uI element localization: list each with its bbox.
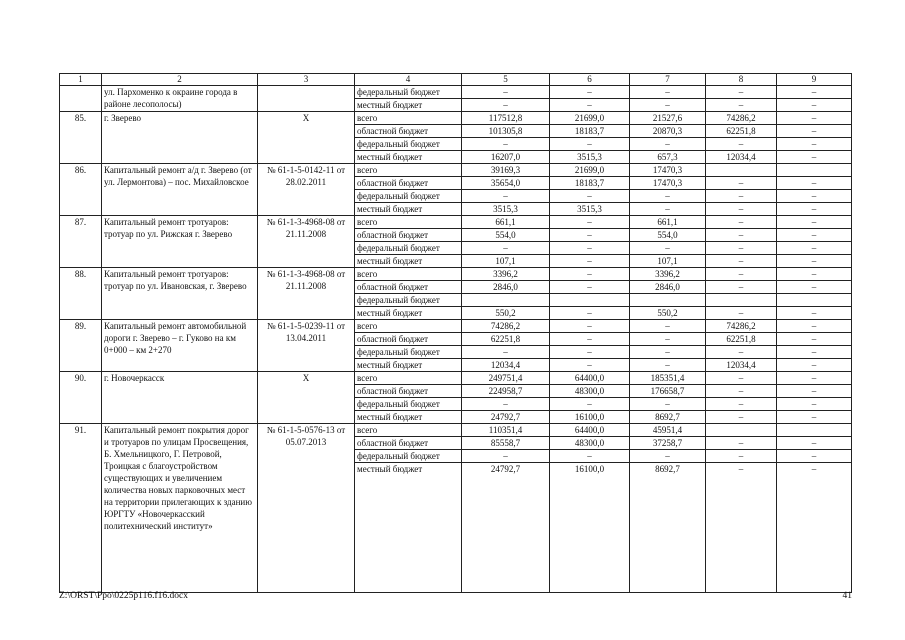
value-cell: –	[630, 203, 706, 216]
value-cell: 48300,0	[550, 437, 630, 450]
budget-type: федеральный бюджет	[355, 242, 462, 255]
header-cell-1: 1	[60, 74, 102, 86]
value-cell: 35654,0	[462, 177, 550, 190]
budget-type: федеральный бюджет	[355, 86, 462, 99]
budget-type: областной бюджет	[355, 437, 462, 450]
value-cell: –	[550, 229, 630, 242]
value-cell: –	[462, 398, 550, 411]
budget-type: местный бюджет	[355, 411, 462, 424]
value-cell: –	[462, 190, 550, 203]
table-row	[60, 86, 852, 99]
value-cell: –	[777, 281, 852, 294]
value-cell: –	[550, 333, 630, 346]
document-reference: № 61-1-3-4968-08 от 21.11.2008	[258, 216, 355, 268]
value-cell: 62251,8	[462, 333, 550, 346]
value-cell: –	[630, 359, 706, 372]
value-cell: –	[777, 216, 852, 229]
value-cell: 12034,4	[706, 359, 777, 372]
value-cell: –	[777, 411, 852, 424]
value-cell: 554,0	[462, 229, 550, 242]
budget-type: федеральный бюджет	[355, 190, 462, 203]
footer-file-path: Z:\ORST\Ppo\0225p116.f16.docx	[59, 591, 188, 601]
value-cell: 185351,4	[630, 372, 706, 385]
value-cell: –	[777, 203, 852, 216]
value-cell: –	[777, 463, 852, 593]
budget-type: федеральный бюджет	[355, 450, 462, 463]
budget-table	[59, 73, 852, 593]
value-cell	[462, 294, 550, 307]
value-cell: 18183,7	[550, 125, 630, 138]
value-cell: –	[550, 307, 630, 320]
value-cell: 17470,3	[630, 164, 706, 177]
value-cell: –	[462, 138, 550, 151]
value-cell: –	[777, 151, 852, 164]
value-cell: –	[706, 242, 777, 255]
value-cell: –	[777, 268, 852, 281]
value-cell: –	[777, 177, 852, 190]
value-cell	[777, 424, 852, 437]
value-cell: 64400,0	[550, 372, 630, 385]
value-cell: 550,2	[462, 307, 550, 320]
row-number: 91.	[60, 424, 102, 593]
value-cell: –	[630, 333, 706, 346]
value-cell: –	[630, 346, 706, 359]
value-cell: –	[706, 86, 777, 99]
value-cell: –	[706, 190, 777, 203]
value-cell: –	[777, 359, 852, 372]
value-cell: 37258,7	[630, 437, 706, 450]
budget-type: местный бюджет	[355, 203, 462, 216]
budget-type: всего	[355, 216, 462, 229]
budget-type: всего	[355, 372, 462, 385]
row-number: 89.	[60, 320, 102, 372]
value-cell	[706, 294, 777, 307]
header-row	[60, 74, 852, 86]
budget-type: областной бюджет	[355, 125, 462, 138]
budget-type: федеральный бюджет	[355, 138, 462, 151]
table-row	[60, 216, 852, 229]
value-cell: 39169,3	[462, 164, 550, 177]
value-cell: 24792,7	[462, 411, 550, 424]
value-cell: –	[777, 255, 852, 268]
value-cell: 16100,0	[550, 463, 630, 593]
document-reference: Х	[258, 112, 355, 164]
value-cell: –	[550, 320, 630, 333]
value-cell: 657,3	[630, 151, 706, 164]
value-cell: 64400,0	[550, 424, 630, 437]
header-cell-8: 8	[706, 74, 777, 86]
header-cell-7: 7	[630, 74, 706, 86]
budget-type: всего	[355, 112, 462, 125]
row-number: 90.	[60, 372, 102, 424]
value-cell: 3515,3	[550, 151, 630, 164]
value-cell: –	[630, 86, 706, 99]
row-number: 87.	[60, 216, 102, 268]
document-reference: № 61-1-5-0576-13 от 05.07.2013	[258, 424, 355, 593]
value-cell: 2846,0	[630, 281, 706, 294]
value-cell: 117512,8	[462, 112, 550, 125]
document-reference: № 61-1-5-0239-11 от 13.04.2011	[258, 320, 355, 372]
value-cell: –	[550, 346, 630, 359]
value-cell: 17470,3	[630, 177, 706, 190]
value-cell: –	[706, 398, 777, 411]
row-number: 86.	[60, 164, 102, 216]
value-cell: 101305,8	[462, 125, 550, 138]
value-cell: 16100,0	[550, 411, 630, 424]
value-cell: 3515,3	[550, 203, 630, 216]
budget-type: областной бюджет	[355, 385, 462, 398]
document-reference: № 61-1-3-4968-08 от 21.11.2008	[258, 268, 355, 320]
object-name: ул. Пархоменко к окраине города в районе лесополосы)	[102, 86, 258, 112]
object-name: Капитальный ремонт тротуаров: тротуар по ул. Ивановская, г. Зверево	[102, 268, 258, 320]
value-cell: –	[462, 346, 550, 359]
value-cell: –	[630, 242, 706, 255]
value-cell: –	[777, 437, 852, 450]
value-cell: –	[706, 372, 777, 385]
budget-type: федеральный бюджет	[355, 398, 462, 411]
budget-type: областной бюджет	[355, 333, 462, 346]
value-cell: –	[550, 190, 630, 203]
value-cell: –	[550, 242, 630, 255]
value-cell	[550, 294, 630, 307]
value-cell	[706, 424, 777, 437]
budget-type: федеральный бюджет	[355, 346, 462, 359]
value-cell: 74286,2	[462, 320, 550, 333]
value-cell: 62251,8	[706, 125, 777, 138]
value-cell: –	[777, 242, 852, 255]
value-cell: 107,1	[630, 255, 706, 268]
footer-page-number: 41	[842, 591, 852, 601]
value-cell: 12034,4	[706, 151, 777, 164]
value-cell	[777, 164, 852, 177]
value-cell: –	[550, 281, 630, 294]
budget-type: всего	[355, 268, 462, 281]
table-row	[60, 424, 852, 437]
value-cell: 12034,4	[462, 359, 550, 372]
value-cell: 554,0	[630, 229, 706, 242]
value-cell: –	[777, 333, 852, 346]
value-cell: –	[550, 398, 630, 411]
value-cell	[630, 294, 706, 307]
value-cell: 3515,3	[462, 203, 550, 216]
value-cell: 18183,7	[550, 177, 630, 190]
table-row	[60, 112, 852, 125]
value-cell: 224958,7	[462, 385, 550, 398]
table-row	[60, 320, 852, 333]
value-cell: 3396,2	[462, 268, 550, 281]
budget-type: всего	[355, 164, 462, 177]
value-cell: –	[777, 385, 852, 398]
object-name: г. Зверево	[102, 112, 258, 164]
document-reference	[258, 86, 355, 112]
value-cell: 107,1	[462, 255, 550, 268]
value-cell: 21527,6	[630, 112, 706, 125]
value-cell: –	[706, 307, 777, 320]
object-name: Капитальный ремонт покрытия дорог и тротуаров по улицам Просвещения, Б. Хмельницкого, Г. Петровой, Троицкая с благоустройством существующих и увеличением количества новых парковочных мест на территории прилегающих к зданию ЮРГТУ «Новочеркасский политехнический институт»	[102, 424, 258, 593]
value-cell: –	[550, 99, 630, 112]
value-cell: –	[777, 398, 852, 411]
value-cell: –	[777, 346, 852, 359]
value-cell: 24792,7	[462, 463, 550, 593]
value-cell: –	[630, 320, 706, 333]
value-cell: 62251,8	[706, 333, 777, 346]
header-cell-9: 9	[777, 74, 852, 86]
budget-type: местный бюджет	[355, 463, 462, 593]
value-cell: –	[630, 190, 706, 203]
value-cell: –	[777, 450, 852, 463]
budget-type: местный бюджет	[355, 99, 462, 112]
value-cell: –	[462, 242, 550, 255]
value-cell: –	[462, 86, 550, 99]
budget-type: всего	[355, 320, 462, 333]
value-cell: 48300,0	[550, 385, 630, 398]
value-cell: 21699,0	[550, 164, 630, 177]
table-row	[60, 164, 852, 177]
table-row	[60, 268, 852, 281]
value-cell: –	[706, 411, 777, 424]
value-cell: –	[706, 203, 777, 216]
document-reference: № 61-1-5-0142-11 от 28.02.2011	[258, 164, 355, 216]
object-name: Капитальный ремонт автомобильной дороги г. Зверево – г. Гуково на км 0+000 – км 2+270	[102, 320, 258, 372]
value-cell: 74286,2	[706, 112, 777, 125]
value-cell: 661,1	[462, 216, 550, 229]
budget-type: областной бюджет	[355, 229, 462, 242]
value-cell: 8692,7	[630, 411, 706, 424]
row-number	[60, 86, 102, 112]
value-cell: 550,2	[630, 307, 706, 320]
budget-type: федеральный бюджет	[355, 294, 462, 307]
value-cell: –	[630, 138, 706, 151]
value-cell	[777, 294, 852, 307]
header-cell-2: 2	[102, 74, 258, 86]
document-reference: Х	[258, 372, 355, 424]
header-cell-6: 6	[550, 74, 630, 86]
budget-type: местный бюджет	[355, 255, 462, 268]
value-cell: –	[706, 463, 777, 593]
value-cell: 20870,3	[630, 125, 706, 138]
header-cell-3: 3	[258, 74, 355, 86]
value-cell: –	[462, 99, 550, 112]
row-number: 85.	[60, 112, 102, 164]
value-cell: –	[777, 307, 852, 320]
value-cell: –	[777, 229, 852, 242]
value-cell: 45951,4	[630, 424, 706, 437]
value-cell: –	[706, 268, 777, 281]
value-cell: –	[550, 359, 630, 372]
value-cell: –	[777, 112, 852, 125]
object-name: Капитальный ремонт тротуаров: тротуар по ул. Рижская г. Зверево	[102, 216, 258, 268]
value-cell: –	[706, 281, 777, 294]
budget-type: областной бюджет	[355, 177, 462, 190]
value-cell: 176658,7	[630, 385, 706, 398]
budget-type: всего	[355, 424, 462, 437]
value-cell: 3396,2	[630, 268, 706, 281]
value-cell: –	[706, 138, 777, 151]
header-cell-4: 4	[355, 74, 462, 86]
value-cell: –	[777, 190, 852, 203]
row-number: 88.	[60, 268, 102, 320]
value-cell: –	[550, 450, 630, 463]
value-cell: –	[777, 86, 852, 99]
value-cell: –	[777, 372, 852, 385]
value-cell: 249751,4	[462, 372, 550, 385]
value-cell: –	[777, 125, 852, 138]
value-cell: –	[630, 99, 706, 112]
value-cell: –	[630, 450, 706, 463]
budget-type: местный бюджет	[355, 151, 462, 164]
value-cell: –	[706, 255, 777, 268]
value-cell: –	[462, 450, 550, 463]
value-cell: –	[550, 138, 630, 151]
header-cell-5: 5	[462, 74, 550, 86]
value-cell: –	[706, 229, 777, 242]
value-cell: –	[706, 216, 777, 229]
value-cell: 2846,0	[462, 281, 550, 294]
object-name: г. Новочеркасск	[102, 372, 258, 424]
value-cell: –	[706, 385, 777, 398]
value-cell: –	[777, 320, 852, 333]
value-cell: –	[550, 268, 630, 281]
budget-type: областной бюджет	[355, 281, 462, 294]
value-cell: –	[706, 450, 777, 463]
value-cell: –	[706, 346, 777, 359]
value-cell: 661,1	[630, 216, 706, 229]
value-cell: –	[706, 437, 777, 450]
budget-type: местный бюджет	[355, 359, 462, 372]
value-cell	[706, 164, 777, 177]
value-cell: 110351,4	[462, 424, 550, 437]
value-cell: 8692,7	[630, 463, 706, 593]
value-cell: –	[630, 398, 706, 411]
value-cell: 16207,0	[462, 151, 550, 164]
value-cell: –	[550, 255, 630, 268]
table-row	[60, 372, 852, 385]
value-cell: –	[550, 86, 630, 99]
value-cell: 85558,7	[462, 437, 550, 450]
value-cell: 21699,0	[550, 112, 630, 125]
value-cell: –	[777, 138, 852, 151]
value-cell: –	[550, 216, 630, 229]
value-cell: –	[777, 99, 852, 112]
value-cell: –	[706, 177, 777, 190]
object-name: Капитальный ремонт а/д г. Зверево (от ул. Лермонтова) – пос. Михайловское	[102, 164, 258, 216]
budget-type: местный бюджет	[355, 307, 462, 320]
value-cell: 74286,2	[706, 320, 777, 333]
value-cell: –	[706, 99, 777, 112]
